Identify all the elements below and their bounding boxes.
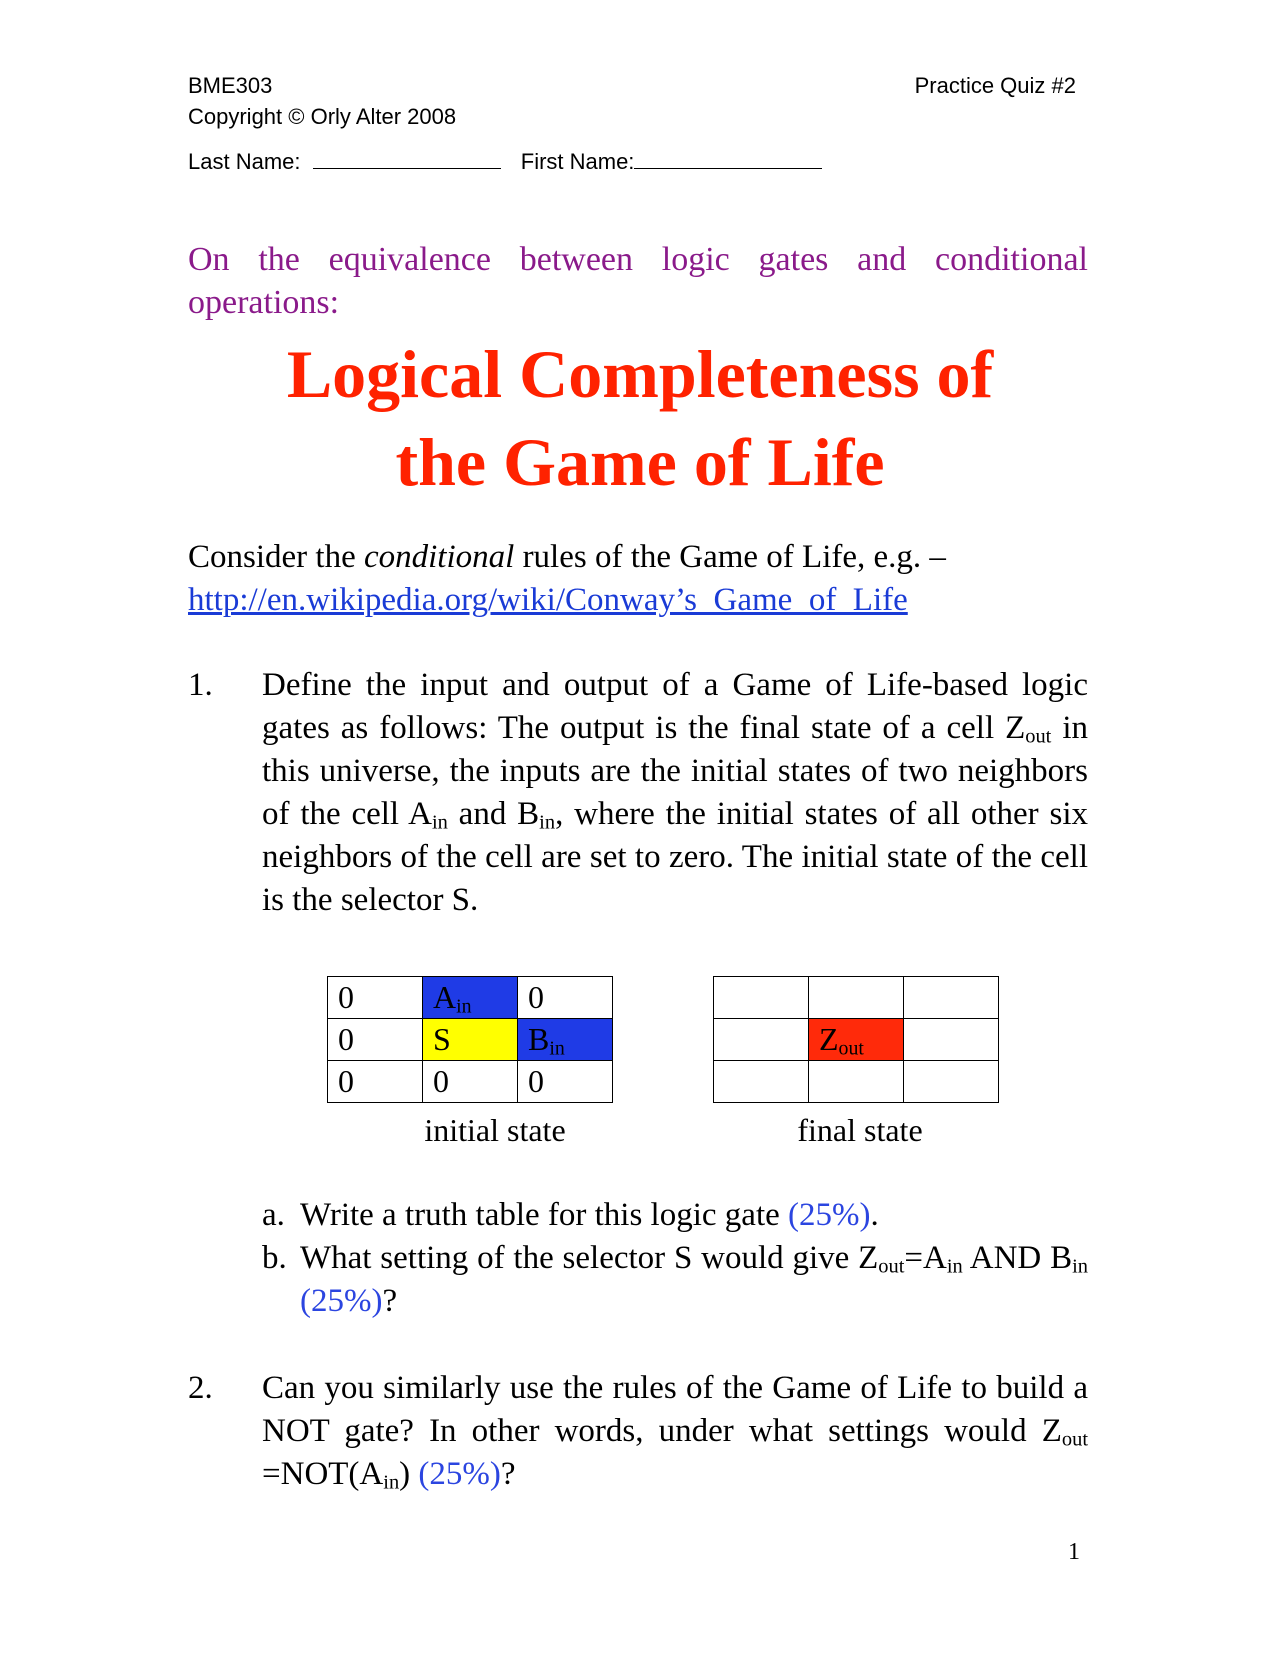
grid-cell: 0: [518, 1061, 613, 1103]
q2-weight: (25%): [418, 1456, 501, 1492]
grid-cell: [714, 977, 809, 1019]
title-line-1: Logical Completeness of: [286, 336, 994, 412]
grid-cell: [809, 977, 904, 1019]
grid-cell: 0: [328, 1019, 423, 1061]
q1-text: Define the input and output of a Game of Life-based logic gates as follows: The output is the final state of a cell $Z_{out}$ in this universe, the inputs are the initial states of two neighbors of the cell $A_{in}$ and $B_{in}$, where the initial states of all other six neighbors of the cell are set to zero. The initial state of the cell is the selector S.: [262, 667, 1088, 918]
grid-cell: [809, 1061, 904, 1103]
q1b-text: What setting of the selector S would give $Z_{out}=A_{in}$ AND $B_{in}$ (25%)?: [300, 1240, 1089, 1319]
last-name-blank[interactable]: [313, 148, 501, 169]
copyright: Copyright © Orly Alter 2008: [188, 104, 457, 129]
page-number: 1: [1068, 1539, 1080, 1565]
grid-cell: 0: [328, 977, 423, 1019]
grid-cell: [714, 1061, 809, 1103]
grid-cell-a-in: $A_{in}$: [423, 977, 518, 1019]
grid-cell-b-in: $B_{in}$: [518, 1019, 613, 1061]
grid-cell: [904, 1019, 999, 1061]
first-name-label: First Name:: [520, 149, 635, 174]
subtitle: On the equivalence between logic gates and conditional operations:: [188, 241, 1088, 321]
grid-cell: 0: [328, 1061, 423, 1103]
q1b-label: b.: [262, 1240, 287, 1276]
q1a-weight: (25%): [788, 1197, 871, 1233]
grid-cell: [714, 1019, 809, 1061]
grid-cell: [904, 1061, 999, 1103]
q1a-label: a.: [262, 1197, 285, 1233]
final-state-caption: final state: [797, 1112, 923, 1148]
course-code: BME303: [188, 73, 273, 98]
name-fields: [188, 148, 822, 176]
title-line-2: the Game of Life: [395, 424, 885, 500]
intro-italic: conditional: [363, 539, 515, 575]
q2-number: 2.: [188, 1370, 213, 1406]
quiz-label: Practice Quiz #2: [914, 73, 1076, 98]
final-state-grid: [713, 976, 999, 1103]
grid-cell-z-out: $Z_{out}$: [809, 1019, 904, 1061]
grid-cell: 0: [518, 977, 613, 1019]
first-name-blank[interactable]: [634, 148, 822, 169]
q1-number: 1.: [188, 667, 213, 703]
intro-paragraph: [188, 536, 1088, 622]
last-name-label: Last Name:: [188, 149, 301, 174]
intro-text-1: Consider the: [188, 539, 364, 575]
grid-cell: 0: [423, 1061, 518, 1103]
intro-text-2: rules of the Game of Life, e.g. –: [514, 539, 946, 575]
initial-state-caption: initial state: [424, 1112, 566, 1148]
grid-cell-selector: S: [423, 1019, 518, 1061]
q2-text: Can you similarly use the rules of the Game of Life to build a NOT gate? In other words, under what settings would $Z_{out} =NOT(A_{in})$ (25%)?: [262, 1370, 1088, 1494]
grid-cell: [904, 977, 999, 1019]
page-title: [150, 330, 1130, 506]
q1a-text: Write a truth table for this logic gate (25%).: [300, 1197, 879, 1233]
wikipedia-link[interactable]: http://en.wikipedia.org/wiki/Conway’s_Game_of_Life: [188, 582, 908, 618]
initial-state-grid: [327, 976, 613, 1103]
q1b-weight: (25%): [300, 1283, 383, 1319]
